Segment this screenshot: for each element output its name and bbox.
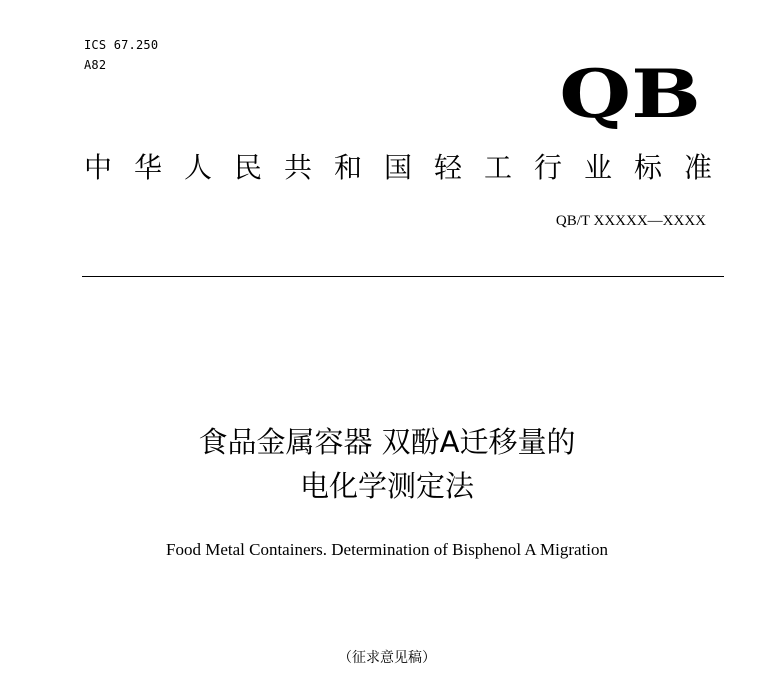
english-title: Food Metal Containers. Determination of Bisphenol A Migration — [166, 540, 608, 559]
ics-code: ICS 67.250 — [84, 38, 159, 52]
organization-title: 中华人民共和国轻工行业标准 — [84, 151, 735, 184]
standard-number: QB/T XXXXX—XXXX — [555, 213, 706, 229]
ccs-code: A82 — [84, 58, 107, 72]
qb-logo: QB — [559, 55, 701, 133]
draft-status-label: （征求意见稿） — [338, 650, 436, 666]
classification-codes — [84, 35, 158, 75]
header-divider — [82, 276, 724, 277]
chinese-title — [0, 420, 774, 508]
chinese-title-line-2: 电化学测定法 — [299, 469, 474, 503]
chinese-title-line-1: 食品金属容器 双酚A迁移量的 — [198, 425, 576, 459]
